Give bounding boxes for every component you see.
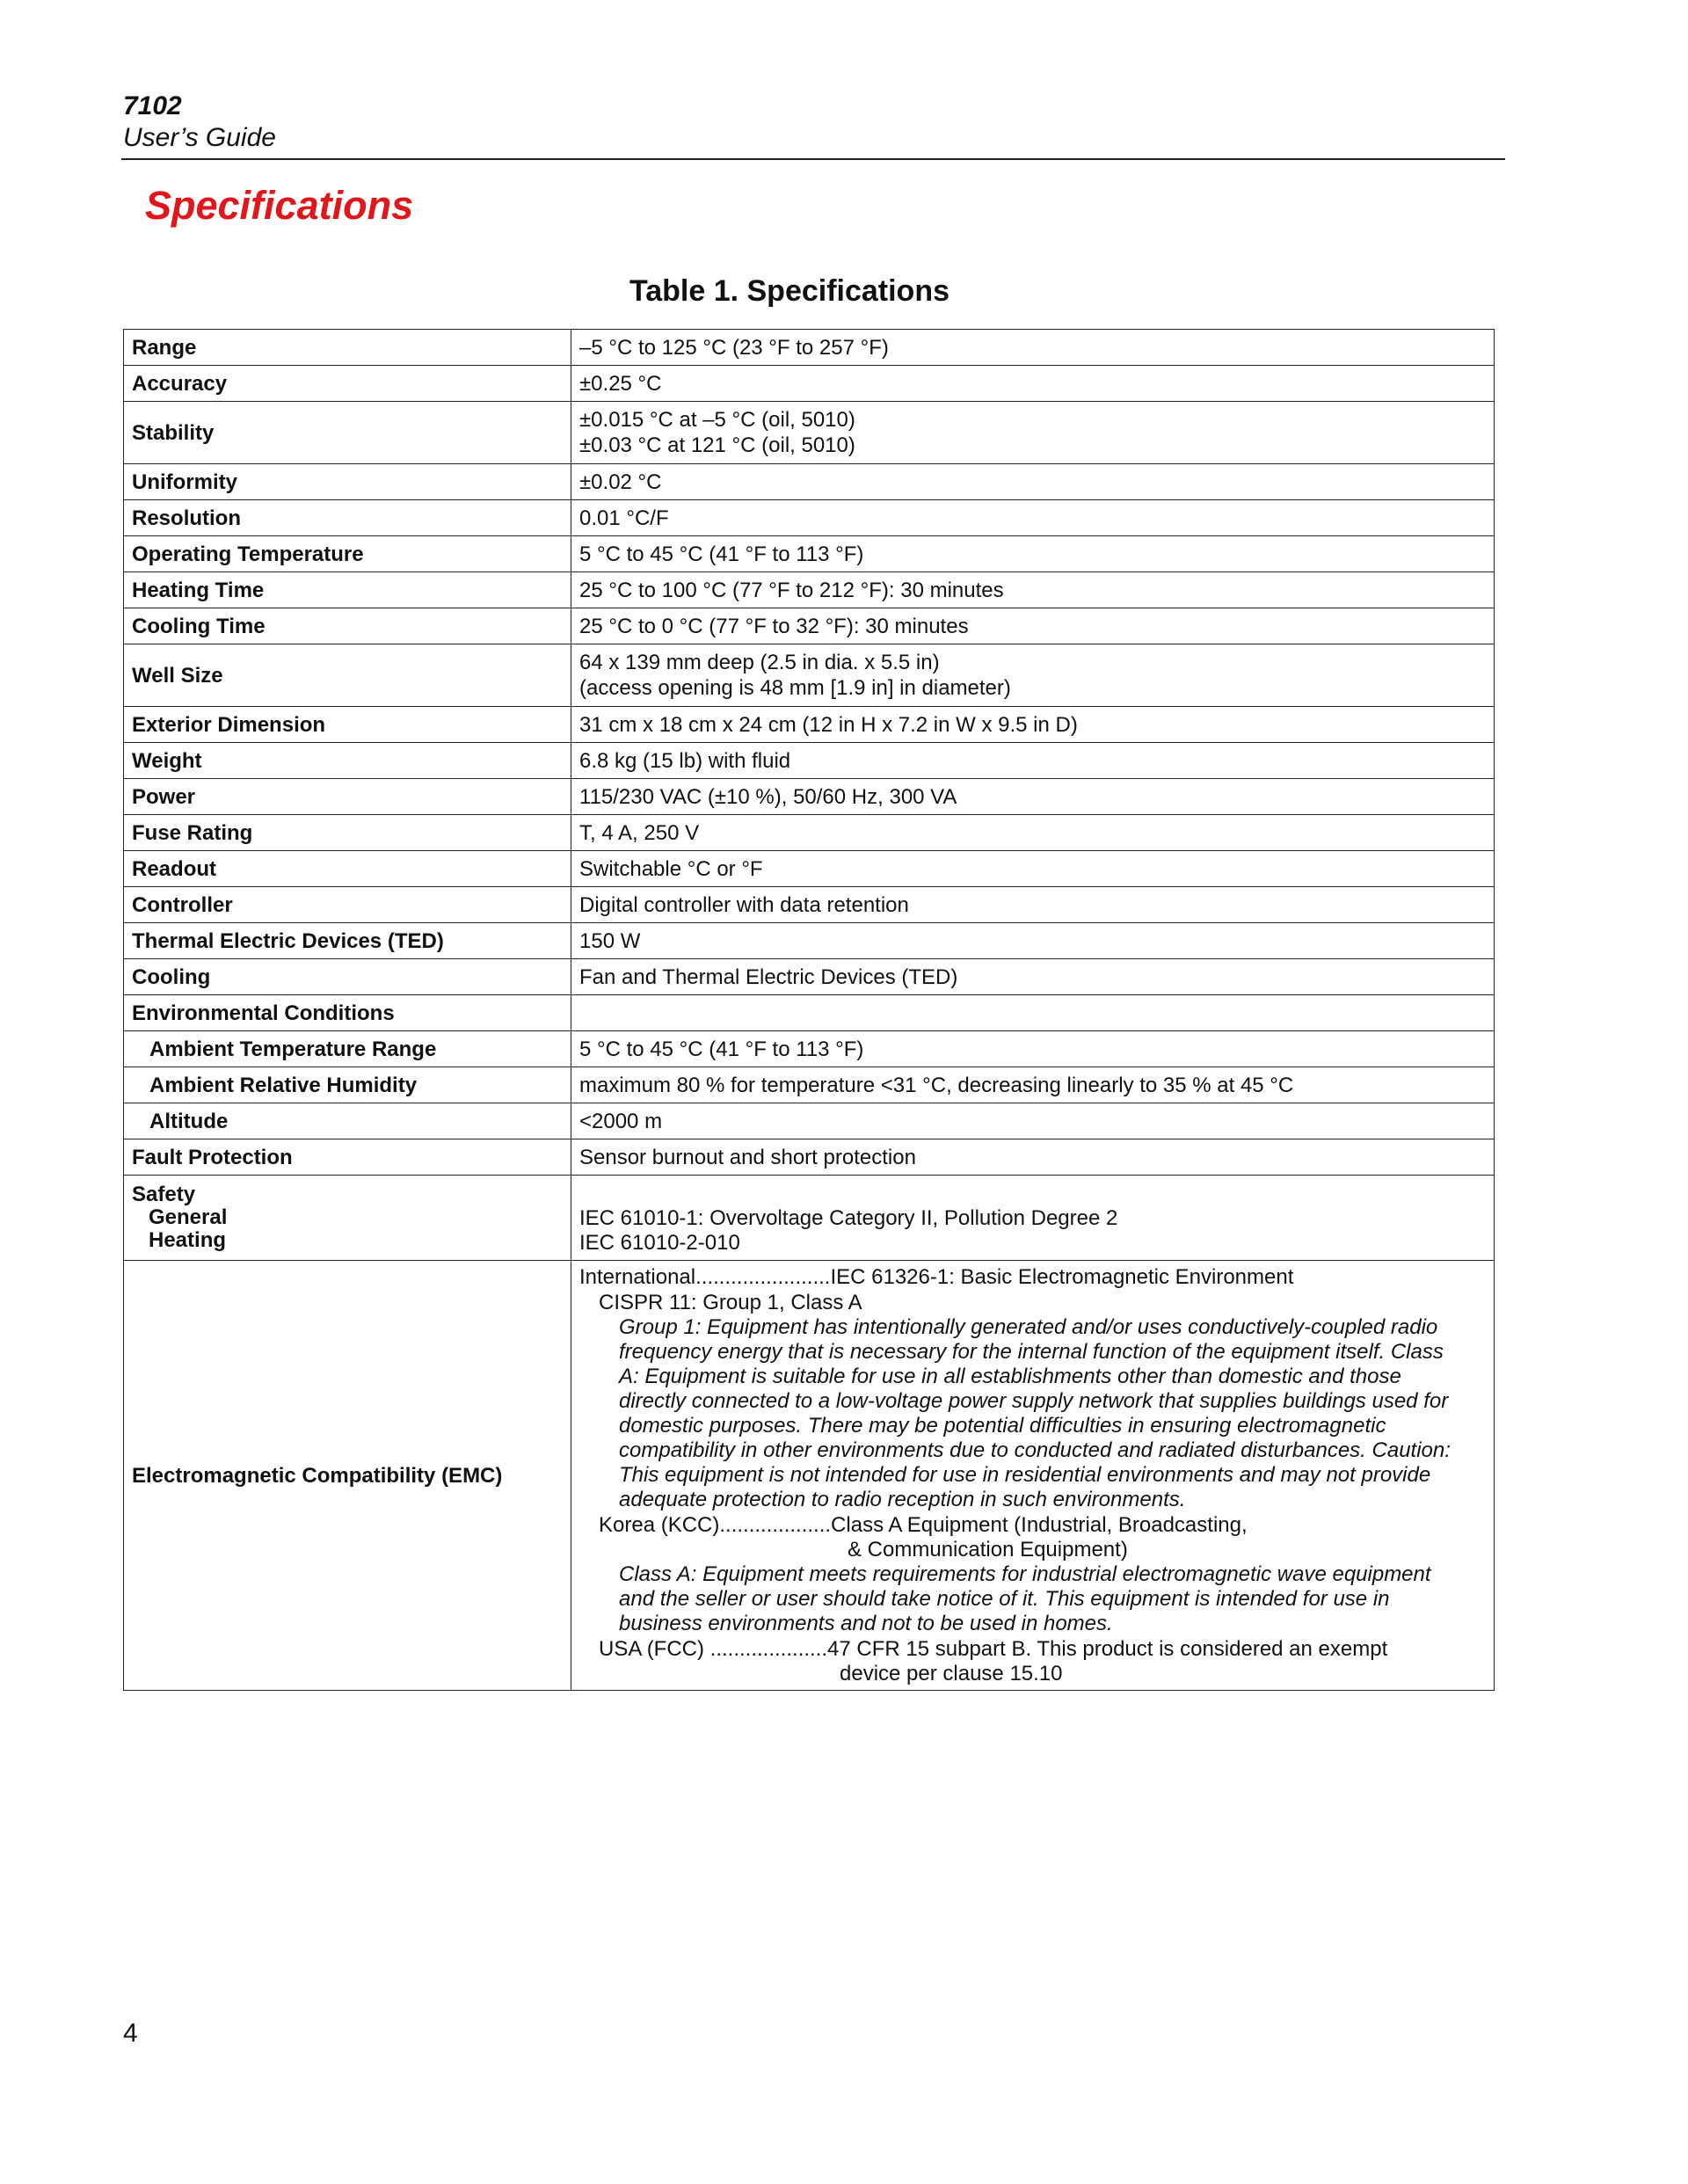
table-row: [124, 536, 1495, 572]
spec-value: 115/230 VAC (±10 %), 50/60 Hz, 300 VA: [571, 779, 1495, 815]
spec-sublabel: Ambient Relative Humidity: [149, 1073, 418, 1097]
safety-sublabel: General: [149, 1205, 228, 1229]
emc-line: Korea (KCC)...................Class A Equipment (Industrial, Broadcasting,: [599, 1513, 1248, 1537]
table-row: [124, 330, 1495, 366]
spec-value: 6.8 kg (15 lb) with fluid: [571, 743, 1495, 779]
emc-note-line: adequate protection to radio reception in such environments.: [619, 1488, 1186, 1511]
table-row: [124, 1031, 1495, 1067]
table-row-safety: [124, 1176, 1495, 1261]
spec-value-line: ±0.015 °C at –5 °C (oil, 5010): [579, 408, 855, 432]
safety-value-line: IEC 61010-1: Overvoltage Category II, Pollution Degree 2: [579, 1206, 1118, 1230]
table-row: [124, 500, 1495, 536]
spec-label: Controller: [124, 887, 571, 923]
table-row: [124, 366, 1495, 402]
table-row: [124, 743, 1495, 779]
emc-line: USA (FCC) ....................47 CFR 15 subpart B. This product is considered an exempt: [599, 1637, 1388, 1661]
spec-value: <2000 m: [571, 1103, 1495, 1139]
spec-value: Digital controller with data retention: [571, 887, 1495, 923]
spec-label: Stability: [124, 402, 571, 464]
section-title: Specifications: [145, 183, 414, 228]
spec-value: [571, 644, 1495, 707]
emc-note-line: compatibility in other environments due to conducted and radiated disturbances. Caution:: [619, 1438, 1451, 1462]
emc-note-line: business environments and not to be used in homes.: [619, 1612, 1113, 1635]
emc-line: CISPR 11: Group 1, Class A: [599, 1291, 862, 1314]
table-row: [124, 779, 1495, 815]
spec-label: Well Size: [124, 644, 571, 707]
spec-value: 25 °C to 100 °C (77 °F to 212 °F): 30 minutes: [571, 572, 1495, 608]
emc-line: & Communication Equipment): [848, 1538, 1128, 1562]
emc-note-line: directly connected to a low-voltage power supply network that supplies buildings used for: [619, 1389, 1449, 1413]
emc-note-line: domestic purposes. There may be potential difficulties in ensuring electromagnetic: [619, 1414, 1386, 1438]
spec-label: Power: [124, 779, 571, 815]
safety-sublabel: Heating: [149, 1228, 227, 1252]
emc-note-line: frequency energy that is necessary for the internal function of the equipment itself. Class: [619, 1340, 1444, 1364]
spec-value: 25 °C to 0 °C (77 °F to 32 °F): 30 minutes: [571, 608, 1495, 644]
table-row: [124, 887, 1495, 923]
spec-label: [124, 1031, 571, 1067]
table-row: [124, 923, 1495, 959]
spec-label: Uniformity: [124, 464, 571, 500]
spec-label: Operating Temperature: [124, 536, 571, 572]
spec-label: [124, 1103, 571, 1139]
emc-note-line: A: Equipment is suitable for use in all establishments other than domestic and those: [619, 1365, 1401, 1388]
emc-line: International.......................IEC 61326-1: Basic Electromagnetic Environment: [579, 1265, 1294, 1289]
spec-label: Weight: [124, 743, 571, 779]
table-row: [124, 707, 1495, 743]
spec-value: [571, 402, 1495, 464]
spec-value: 5 °C to 45 °C (41 °F to 113 °F): [571, 536, 1495, 572]
emc-note-line: Group 1: Equipment has intentionally generated and/or uses conductively-coupled radio: [619, 1315, 1438, 1339]
table-row-emc: [124, 1261, 1495, 1691]
document-guide-title: User’s Guide: [123, 123, 276, 152]
table-row: [124, 995, 1495, 1031]
document-model: 7102: [123, 91, 182, 120]
spec-value: 0.01 °C/F: [571, 500, 1495, 536]
spec-value: 150 W: [571, 923, 1495, 959]
header-divider: [121, 158, 1505, 160]
spec-label: [124, 1176, 571, 1261]
spec-sublabel: Altitude: [149, 1109, 229, 1133]
spec-value: Switchable °C or °F: [571, 851, 1495, 887]
spec-label: Exterior Dimension: [124, 707, 571, 743]
spec-value-line: (access opening is 48 mm [1.9 in] in diameter): [579, 676, 1011, 700]
spec-label: Cooling: [124, 959, 571, 995]
spec-value: [571, 1261, 1495, 1691]
spec-label: Accuracy: [124, 366, 571, 402]
spec-value: ±0.02 °C: [571, 464, 1495, 500]
table-row: [124, 644, 1495, 707]
spec-label: Heating Time: [124, 572, 571, 608]
spec-value: Sensor burnout and short protection: [571, 1139, 1495, 1176]
spec-label: Fault Protection: [124, 1139, 571, 1176]
spec-label: Cooling Time: [124, 608, 571, 644]
safety-value-line: IEC 61010-2-010: [579, 1231, 740, 1255]
spec-value: T, 4 A, 250 V: [571, 815, 1495, 851]
spec-label: Resolution: [124, 500, 571, 536]
spec-label: Electromagnetic Compatibility (EMC): [124, 1261, 571, 1691]
spec-value: –5 °C to 125 °C (23 °F to 257 °F): [571, 330, 1495, 366]
page-number: 4: [123, 2019, 138, 2048]
table-row: [124, 1139, 1495, 1176]
table-row: [124, 464, 1495, 500]
table-caption: Table 1. Specifications: [629, 274, 950, 308]
table-row: [124, 815, 1495, 851]
spec-value: [571, 995, 1495, 1031]
spec-label: Thermal Electric Devices (TED): [124, 923, 571, 959]
spec-value-line: ±0.03 °C at 121 °C (oil, 5010): [579, 433, 855, 457]
spec-value: maximum 80 % for temperature <31 °C, decreasing linearly to 35 % at 45 °C: [571, 1067, 1495, 1103]
spec-value: 5 °C to 45 °C (41 °F to 113 °F): [571, 1031, 1495, 1067]
spec-value: ±0.25 °C: [571, 366, 1495, 402]
emc-line: device per clause 15.10: [840, 1662, 1063, 1685]
spec-label: Range: [124, 330, 571, 366]
emc-note-line: Class A: Equipment meets requirements for industrial electromagnetic wave equipment: [619, 1562, 1431, 1586]
table-row: [124, 572, 1495, 608]
table-row: [124, 1103, 1495, 1139]
specifications-table: [123, 329, 1495, 1691]
spec-value-line: 64 x 139 mm deep (2.5 in dia. x 5.5 in): [579, 651, 940, 674]
table-row: [124, 402, 1495, 464]
table-row: [124, 608, 1495, 644]
emc-note-line: and the seller or user should take notice of it. This equipment is intended for use in: [619, 1587, 1390, 1611]
spec-label: [124, 1067, 571, 1103]
emc-note-line: This equipment is not intended for use in residential environments and may not provide: [619, 1463, 1431, 1487]
spec-label: Readout: [124, 851, 571, 887]
spec-label: Fuse Rating: [124, 815, 571, 851]
spec-value: [571, 1176, 1495, 1261]
table-row: [124, 1067, 1495, 1103]
spec-label: Environmental Conditions: [124, 995, 571, 1031]
table-row: [124, 959, 1495, 995]
safety-label: Safety: [132, 1183, 196, 1206]
table-row: [124, 851, 1495, 887]
spec-sublabel: Ambient Temperature Range: [149, 1037, 437, 1061]
spec-value: 31 cm x 18 cm x 24 cm (12 in H x 7.2 in W x 9.5 in D): [571, 707, 1495, 743]
spec-value: Fan and Thermal Electric Devices (TED): [571, 959, 1495, 995]
